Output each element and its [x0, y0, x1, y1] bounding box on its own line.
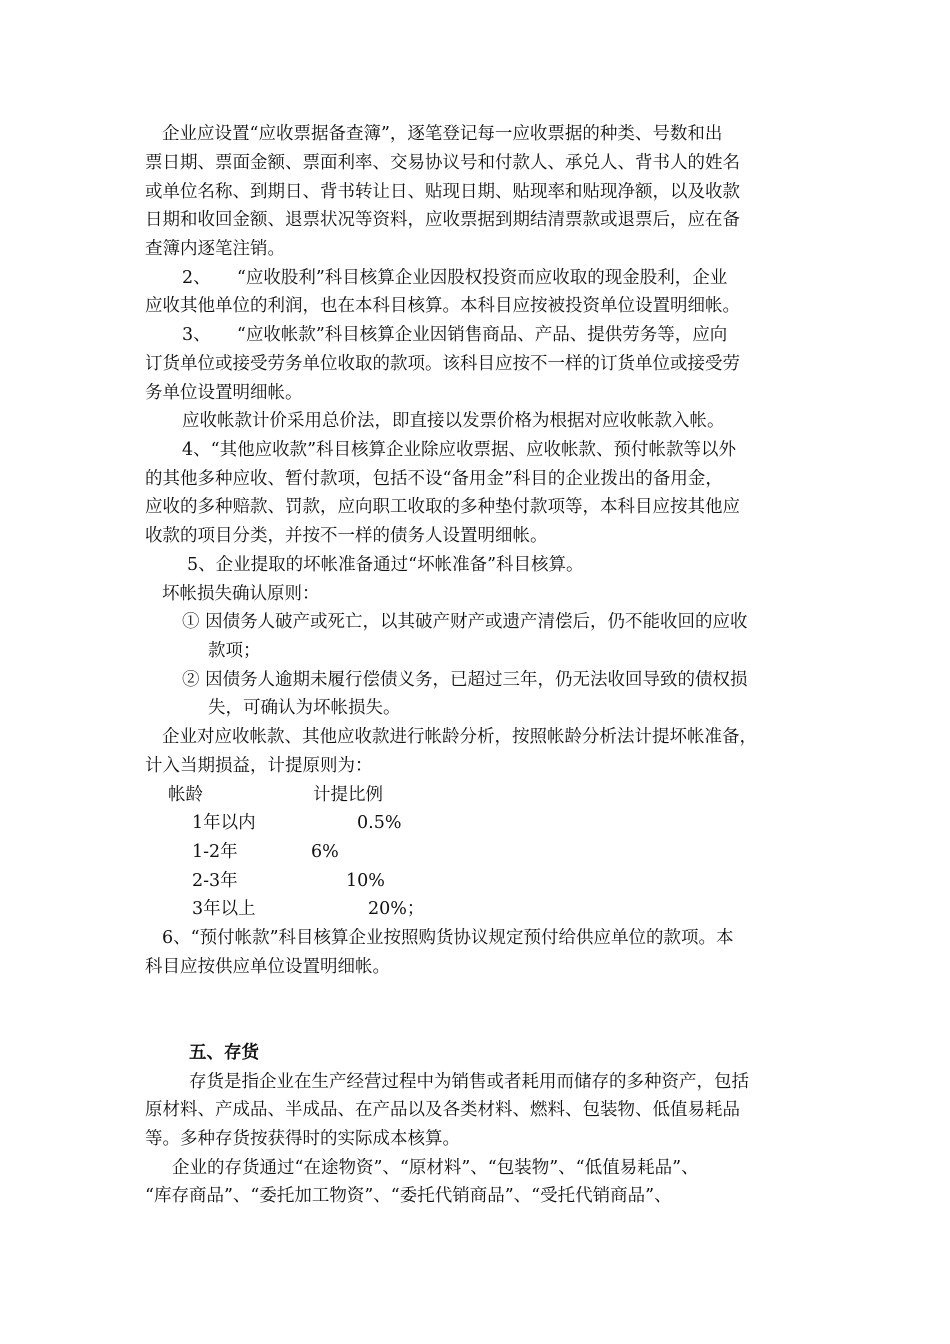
table-cell-rate: 0.5% — [357, 813, 402, 833]
table-cell-age: 3年以上 — [192, 899, 256, 919]
text-line: 订货单位或接受劳务单位收取的款项。该科目应按不一样的订货单位或接受劳 — [145, 354, 740, 374]
text-line: 存货是指企业在生产经营过程中为销售或者耗用而储存的多种资产，包括 — [189, 1072, 749, 1092]
text-line: 失，可确认为坏帐损失。 — [208, 698, 401, 718]
table-cell-age: 1年以内 — [192, 813, 256, 833]
text-line: 企业的存货通过“在途物资”、“原材料”、“包装物”、“低值易耗品”、 — [172, 1158, 699, 1178]
table-cell-rate: 6% — [311, 842, 339, 862]
paragraph-bad-debt-reserve: 5、企业提取的坏帐准备通过“坏帐准备”科目核算。 — [187, 555, 584, 575]
text-line: ② 因债务人逾期未履行偿债义务，已超过三年，仍无法收回导致的债权损 — [182, 670, 748, 690]
text-line: 款项； — [208, 641, 261, 661]
text-line: 企业应设置“应收票据备查簿”，逐笔登记每一应收票据的种类、号数和出 — [162, 124, 723, 144]
paragraph-bad-debt-principles: 坏帐损失确认原则： — [162, 584, 320, 604]
text-line: 收款的项目分类，并按不一样的债务人设置明细帐。 — [145, 526, 548, 546]
text-line: 计入当期损益，计提原则为： — [145, 756, 373, 776]
text-line: 原材料、产成品、半成品、在产品以及各类材料、燃料、包装物、低值易耗品 — [145, 1100, 740, 1120]
table-cell-rate: 10% — [346, 871, 385, 891]
text-line: 务单位设置明细帐。 — [145, 383, 303, 403]
text-line: 票日期、票面金额、票面利率、交易协议号和付款人、承兑人、背书人的姓名 — [145, 153, 740, 173]
text-line: 应收其他单位的利润，也在本科目核算。本科目应按被投资单位设置明细帐。 — [145, 296, 740, 316]
table-header-rate: 计提比例 — [313, 785, 383, 805]
table-cell-rate: 20%； — [368, 899, 425, 919]
text-line: “库存商品”、“委托加工物资”、“委托代销商品”、“受托代销商品”、 — [145, 1186, 672, 1206]
section-title: 五、存货 — [189, 1043, 259, 1063]
text-line: 科目应按供应单位设置明细帐。 — [145, 957, 390, 977]
table-cell-age: 1-2年 — [192, 842, 238, 862]
text-line: 3、 “应收帐款”科目核算企业因销售商品、产品、提供劳务等，应向 — [182, 325, 728, 345]
table-header-age: 帐龄 — [168, 785, 203, 805]
text-line: 企业对应收帐款、其他应收款进行帐龄分析，按照帐龄分析法计提坏帐准备， — [162, 727, 757, 747]
paragraph-pricing-method: 应收帐款计价采用总价法，即直接以发票价格为根据对应收帐款入帐。 — [182, 411, 725, 431]
text-line: 或单位名称、到期日、背书转让日、贴现日期、贴现率和贴现净额，以及收款 — [145, 182, 740, 202]
text-line: 等。多种存货按获得时的实际成本核算。 — [145, 1129, 460, 1149]
text-line: 2、 “应收股利”科目核算企业因股权投资而应收取的现金股利，企业 — [182, 268, 728, 288]
text-line: ① 因债务人破产或死亡，以其破产财产或遗产清偿后，仍不能收回的应收 — [182, 612, 748, 632]
text-line: 4、“其他应收款”科目核算企业除应收票据、应收帐款、预付帐款等以外 — [182, 440, 737, 460]
text-line: 应收的多种赔款、罚款，应向职工收取的多种垫付款项等，本科目应按其他应 — [145, 497, 740, 517]
text-line: 6、“预付帐款”科目核算企业按照购货协议规定预付给供应单位的款项。本 — [162, 928, 734, 948]
text-line: 日期和收回金额、退票状况等资料，应收票据到期结清票款或退票后，应在备 — [145, 210, 740, 230]
text-line: 的其他多种应收、暂付款项，包括不设“备用金”科目的企业拨出的备用金， — [145, 469, 723, 489]
table-cell-age: 2-3年 — [192, 871, 238, 891]
text-line: 查簿内逐笔注销。 — [145, 239, 285, 259]
